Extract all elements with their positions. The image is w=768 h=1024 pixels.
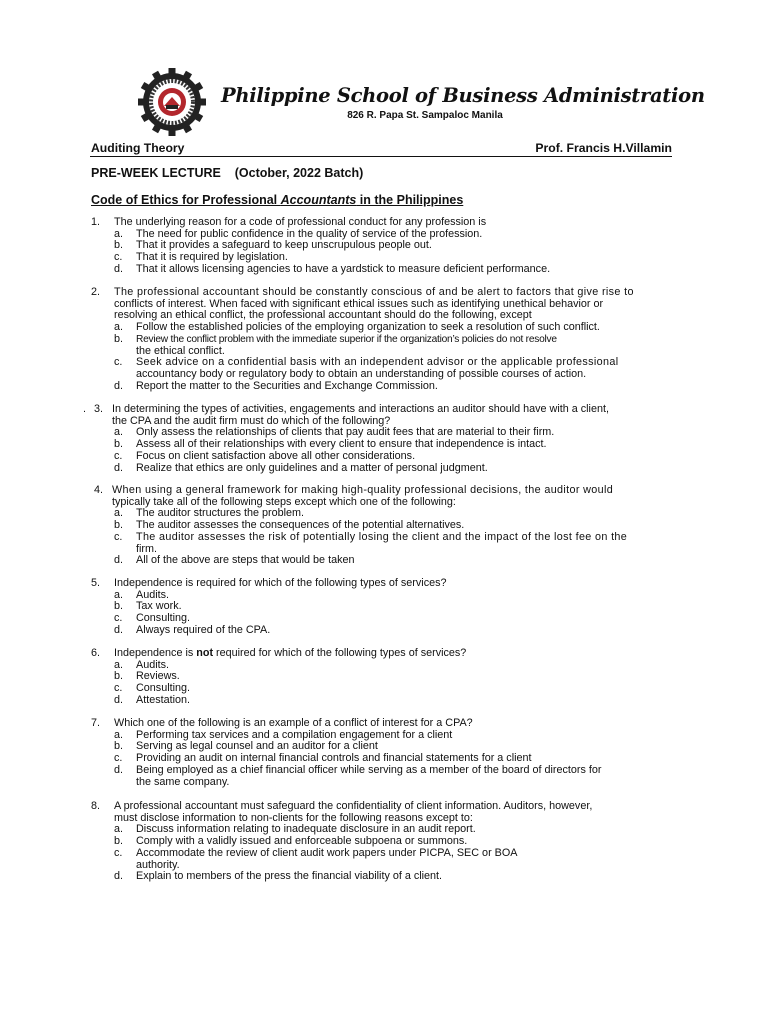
option-text-line: accountancy body or regulatory body to obtain an understanding of possible courses of action. (136, 367, 587, 380)
option-d (0, 264, 768, 276)
option-text: Being employed as a chief financial officer while serving as a member of the board of directors for (136, 763, 602, 776)
option-text: Consulting. (136, 612, 191, 625)
option-letter: c. (114, 752, 123, 765)
question-stem-line: resolving an ethical conflict, the professional accountant should do the following, except (114, 309, 532, 322)
option-d (0, 555, 768, 567)
option-text: Audits. (136, 588, 170, 601)
section-title (91, 193, 463, 207)
question-stem-line: the CPA and the audit firm must do which of the following? (112, 414, 391, 427)
option-text: That it provides a safeguard to keep unscrupulous people out. (136, 239, 432, 252)
stem-text: required for which of the following types of services? (213, 647, 467, 659)
option-letter: a. (114, 588, 124, 601)
option-text: Discuss information relating to inadequate disclosure in an audit report. (136, 823, 476, 836)
question-stem-line: typically take all of the following steps except which one of the following: (112, 495, 456, 508)
option-letter: b. (114, 600, 124, 613)
option-letter: b. (114, 835, 124, 848)
option-d (0, 765, 768, 777)
option-text: Explain to members of the press the financial viability of a client. (136, 870, 443, 883)
question-stem-line: conflicts of interest. When faced with significant ethical issues such as identifying unethical behavior or (114, 297, 604, 310)
section-title-pre: Code of Ethics for Professional (91, 193, 281, 207)
option-letter: b. (114, 332, 124, 345)
section-title-post: in the Philippines (356, 193, 464, 207)
option-c-cont (0, 369, 768, 381)
question-stem: When using a general framework for making high-quality professional decisions, the auditor would (112, 484, 614, 496)
school-address: 826 R. Papa St. Sampaloc Manila (347, 110, 503, 121)
option-letter: c. (114, 530, 123, 543)
option-text: Reviews. (136, 670, 180, 683)
question-stem: In determining the types of activities, engagements and interactions an auditor should have with a client, (112, 403, 609, 415)
option-letter: b. (114, 239, 124, 252)
option-letter: a. (114, 321, 124, 334)
option-letter: b. (114, 519, 124, 532)
option-letter: c. (114, 612, 123, 625)
question-prefix: . (83, 403, 86, 415)
option-text-line: authority. (136, 858, 180, 871)
option-letter: c. (114, 251, 123, 264)
question-number: 8. (91, 800, 101, 812)
question-number: 1. (91, 216, 101, 228)
question-number: 4. (94, 484, 104, 496)
option-text: Providing an audit on internal financial controls and financial statements for a client (136, 752, 532, 765)
question-stem: The professional accountant should be constantly conscious of and be alert to factors that give rise to (114, 286, 634, 298)
option-letter: d. (114, 379, 124, 392)
option-letter: a. (114, 658, 124, 671)
question-stem: The underlying reason for a code of professional conduct for any profession is (114, 216, 487, 228)
option-letter: a. (114, 507, 124, 520)
option-c (0, 848, 768, 860)
question-stem: A professional accountant must safeguard the confidentiality of client information. Auditors, however, (114, 800, 593, 812)
option-text: Assess all of their relationships with every client to ensure that independence is intact. (136, 438, 547, 451)
option-text: That it is required by legislation. (136, 251, 288, 264)
option-d (0, 695, 768, 707)
question-number: 7. (91, 717, 101, 729)
option-d (0, 625, 768, 637)
option-text: That it allows licensing agencies to have a yardstick to measure deficient performance. (136, 262, 551, 275)
option-b (0, 334, 768, 346)
option-letter: d. (114, 262, 124, 275)
option-letter: d. (114, 461, 124, 474)
option-text: Audits. (136, 658, 170, 671)
option-letter: a. (114, 728, 124, 741)
course-title: Auditing Theory (91, 141, 185, 155)
option-text: Realize that ethics are only guidelines and a matter of personal judgment. (136, 461, 488, 474)
option-text: Performing tax services and a compilation engagement for a client (136, 728, 453, 741)
question-number: 6. (91, 647, 101, 659)
professor-name: Prof. Francis H.Villamin (535, 141, 672, 155)
option-text: Always required of the CPA. (136, 623, 271, 636)
option-text: Report the matter to the Securities and Exchange Commission. (136, 379, 438, 392)
option-letter: d. (114, 693, 124, 706)
option-letter: c. (114, 356, 123, 369)
option-text: Consulting. (136, 682, 191, 695)
option-text: The auditor assesses the risk of potentially losing the client and the impact of the lost fee on the (136, 530, 628, 543)
stem-emphasis: not (196, 647, 214, 659)
question-number: 5. (91, 577, 101, 589)
school-seal-logo (136, 66, 208, 138)
option-letter: b. (114, 740, 124, 753)
option-text: Accommodate the review of client audit work papers under PICPA, SEC or BOA (136, 846, 518, 859)
question-stem: Which one of the following is an example of a conflict of interest for a CPA? (114, 717, 473, 729)
option-letter: a. (114, 823, 124, 836)
option-text: Seek advice on a confidential basis with an independent advisor or the applicable professional (136, 356, 619, 369)
option-text: All of the above are steps that would be taken (136, 554, 355, 567)
option-letter: d. (114, 623, 124, 636)
course-header-row (90, 140, 672, 157)
option-text: The need for public confidence in the quality of service of the profession. (136, 227, 483, 240)
option-text: Focus on client satisfaction above all other considerations. (136, 449, 416, 462)
option-letter: d. (114, 870, 124, 883)
option-c (0, 532, 768, 544)
stem-text: Independence is (114, 647, 197, 659)
option-text: Tax work. (136, 600, 182, 613)
option-letter: c. (114, 449, 123, 462)
school-name: Philippine School of Business Administration (221, 84, 705, 107)
option-text: Review the conflict problem with the immediate superior if the organization’s policies do not resolve (136, 333, 557, 345)
option-text: Follow the established policies of the employing organization to seek a resolution of such conflict. (136, 321, 600, 334)
option-c (0, 451, 768, 463)
question-number: 2. (91, 286, 101, 298)
option-letter: b. (114, 438, 124, 451)
option-text: The auditor structures the problem. (136, 507, 305, 520)
option-letter: a. (114, 227, 124, 240)
question-stem (114, 648, 466, 660)
option-text: Comply with a validly issued and enforceable subpoena or summons. (136, 835, 468, 848)
lecture-title: PRE-WEEK LECTURE (October, 2022 Batch) (91, 166, 364, 180)
option-d (0, 871, 768, 883)
question-number: 3. (94, 403, 104, 415)
option-text-line: the ethical conflict. (136, 344, 225, 357)
option-d (0, 463, 768, 475)
option-letter: a. (114, 426, 124, 439)
option-letter: d. (114, 554, 124, 567)
option-text: Attestation. (136, 693, 191, 706)
option-text: Serving as legal counsel and an auditor for a client (136, 740, 378, 753)
option-letter: b. (114, 670, 124, 683)
option-letter: d. (114, 763, 124, 776)
option-text-line: firm. (136, 542, 157, 555)
section-title-emphasis: Accountants (280, 193, 357, 207)
option-letter: c. (114, 682, 123, 695)
question-stem: Independence is required for which of the following types of services? (114, 577, 447, 589)
option-d (0, 381, 768, 393)
option-text-line: the same company. (136, 775, 230, 788)
option-text: The auditor assesses the consequences of the potential alternatives. (136, 519, 465, 532)
option-d-cont (0, 777, 768, 789)
option-text: Only assess the relationships of clients that pay audit fees that are material to their firm. (136, 426, 555, 439)
question-stem-line: must disclose information to non-clients for the following reasons except to: (114, 811, 473, 824)
option-letter: c. (114, 846, 123, 859)
